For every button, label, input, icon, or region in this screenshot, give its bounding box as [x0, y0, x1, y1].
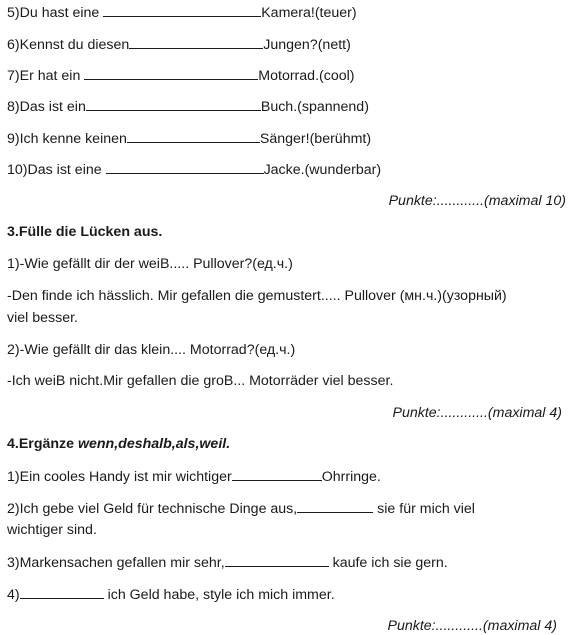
exercise-line-5: [7, 4, 357, 21]
line-text: 1)Ein cooles Handy ist mir wichtiger: [7, 469, 232, 485]
answer-blank[interactable]: [225, 554, 329, 567]
line-text: 6)Kennst du diesen: [7, 37, 130, 53]
answer-blank[interactable]: [84, 67, 258, 80]
exercise-line-7: [7, 67, 355, 84]
exercise-line: [7, 554, 448, 571]
exercise-line: [7, 586, 335, 603]
heading-words: wenn,deshalb,als,weil.: [77, 436, 231, 452]
line-text: sie für mich viel: [373, 501, 475, 517]
line-text: kaufe ich sie gern.: [328, 555, 448, 571]
section-heading-4: [7, 436, 230, 452]
line-text: ich Geld habe, style ich mich immer.: [103, 587, 335, 603]
exercise-line: -Den finde ich hässlich. Mir gefallen die gemustert..... Pullover (мн.ч.)(узорный): [7, 288, 507, 304]
line-text: 10)Das ist eine: [7, 162, 106, 178]
line-text: Jungen?(nett): [263, 37, 351, 53]
line-text: 3)Markensachen gefallen mir sehr,: [7, 555, 225, 571]
heading-text: 4.Ergänze: [7, 436, 78, 452]
exercise-line-8: [7, 98, 369, 115]
exercise-line-9: [7, 130, 371, 147]
exercise-line: 2)-Wie gefällt dir das klein.... Motorrad?(ед.ч.): [7, 342, 296, 358]
answer-blank[interactable]: [129, 36, 263, 49]
exercise-line-10: [7, 161, 381, 178]
score-line: Punkte:............(maximal 4): [387, 618, 557, 634]
exercise-line-6: [7, 36, 351, 53]
answer-blank[interactable]: [106, 161, 264, 174]
line-text: 5)Du hast eine: [7, 5, 104, 21]
exercise-line: viel besser.: [7, 310, 78, 326]
answer-blank[interactable]: [297, 500, 373, 513]
exercise-line: -Ich weiB nicht.Mir gefallen die groB... Motorräder viel besser.: [7, 373, 394, 389]
line-text: 9)Ich kenne keinen: [7, 131, 127, 147]
answer-blank[interactable]: [103, 4, 261, 17]
exercise-line: wichtiger sind.: [7, 522, 97, 538]
line-text: Ohrringe.: [321, 469, 381, 485]
answer-blank[interactable]: [127, 130, 260, 143]
line-text: Motorrad.(cool): [258, 68, 355, 84]
answer-blank[interactable]: [86, 98, 261, 111]
exercise-line: 1)-Wie gefällt dir der weiB..... Pullover?(ед.ч.): [7, 256, 293, 272]
section-heading-3: 3.Fülle die Lücken aus.: [7, 224, 163, 240]
line-text: 2)Ich gebe viel Geld für technische Dinge aus,: [7, 501, 298, 517]
line-text: 8)Das ist ein: [7, 99, 86, 115]
line-text: Sänger!(berühmt): [259, 131, 372, 147]
answer-blank[interactable]: [20, 586, 104, 599]
line-text: Jacke.(wunderbar): [263, 162, 382, 178]
exercise-line: [7, 500, 475, 517]
score-line: Punkte:............(maximal 4): [392, 405, 562, 421]
line-text: Kamera!(teuer): [261, 5, 357, 21]
answer-blank[interactable]: [232, 468, 322, 481]
score-line: Punkte:............(maximal 10): [388, 193, 566, 209]
exercise-line: [7, 468, 381, 485]
line-text: 7)Er hat ein: [7, 68, 85, 84]
line-text: 4): [7, 587, 20, 603]
line-text: Buch.(spannend): [260, 99, 369, 115]
